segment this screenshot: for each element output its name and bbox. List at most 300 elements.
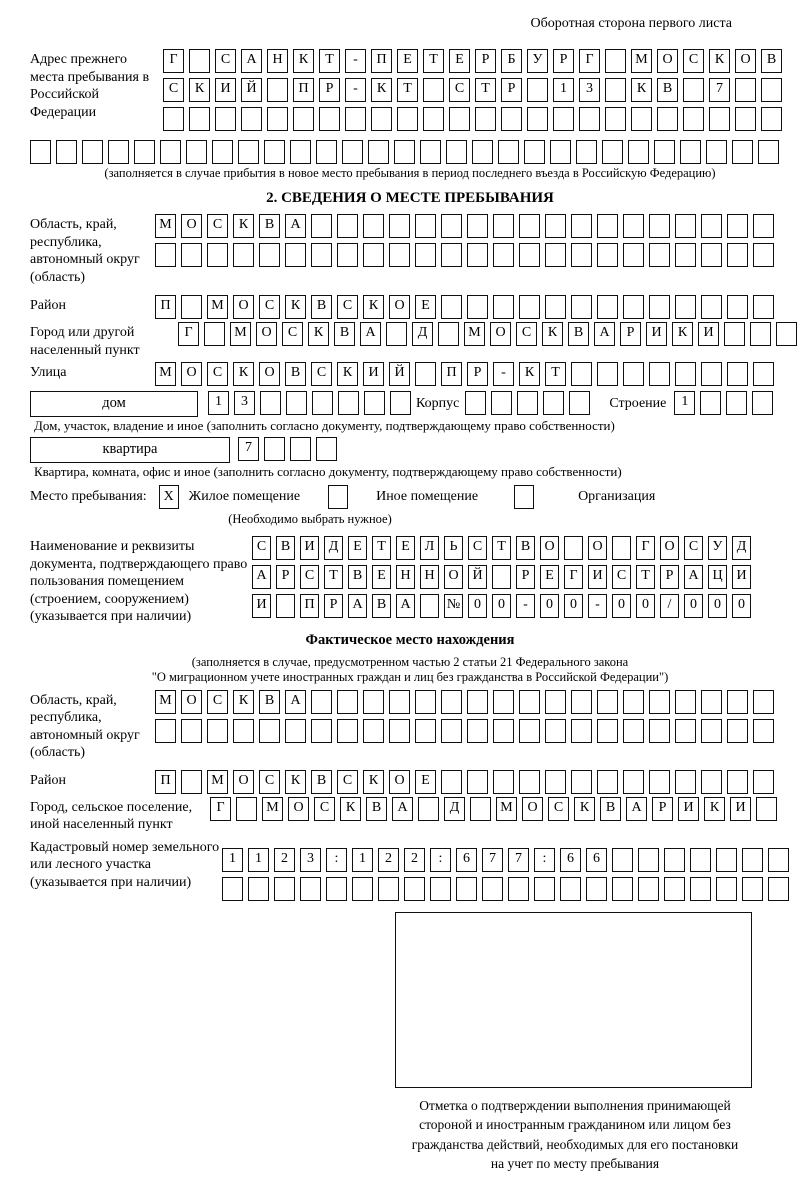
char-box[interactable]: К [308,322,329,346]
char-box[interactable] [675,362,696,386]
char-box[interactable] [623,690,644,714]
char-box[interactable]: Г [178,322,199,346]
char-box[interactable]: Г [564,565,583,589]
document-row-2[interactable] [252,565,756,589]
char-box[interactable]: 7 [508,848,529,872]
char-box[interactable]: С [516,322,537,346]
stroenie-row[interactable] [674,391,778,415]
char-box[interactable] [571,362,592,386]
char-box[interactable]: : [534,848,555,872]
char-box[interactable] [397,107,418,131]
char-box[interactable] [597,295,618,319]
char-box[interactable]: Г [163,49,184,73]
char-box[interactable]: В [311,295,332,319]
char-box[interactable] [571,770,592,794]
char-box[interactable] [415,362,436,386]
char-box[interactable] [248,877,269,901]
char-box[interactable]: К [363,295,384,319]
char-box[interactable] [363,243,384,267]
char-box[interactable] [467,243,488,267]
checkbox-other-premises[interactable] [328,485,348,509]
char-box[interactable]: 6 [560,848,581,872]
char-box[interactable]: Т [636,565,655,589]
char-box[interactable]: К [293,49,314,73]
char-box[interactable] [285,719,306,743]
char-box[interactable]: И [730,797,751,821]
char-box[interactable] [631,107,652,131]
char-box[interactable]: Р [467,362,488,386]
char-box[interactable]: С [612,565,631,589]
actual-city-row[interactable] [210,797,782,821]
char-box[interactable] [222,877,243,901]
char-box[interactable]: Й [468,565,487,589]
char-box[interactable]: Е [396,536,415,560]
char-box[interactable] [742,877,763,901]
char-box[interactable]: В [348,565,367,589]
char-box[interactable] [752,391,773,415]
char-box[interactable]: М [207,770,228,794]
char-box[interactable]: И [215,78,236,102]
char-box[interactable]: Т [372,536,391,560]
char-box[interactable] [597,770,618,794]
char-box[interactable] [386,322,407,346]
char-box[interactable]: Й [389,362,410,386]
char-box[interactable]: О [181,214,202,238]
house-type-box[interactable]: дом [30,391,198,417]
char-box[interactable]: П [155,295,176,319]
char-box[interactable]: А [626,797,647,821]
actual-region-row-2[interactable] [155,719,779,743]
char-box[interactable]: Р [475,49,496,73]
char-box[interactable] [207,719,228,743]
char-box[interactable]: Т [492,536,511,560]
char-box[interactable] [475,107,496,131]
char-box[interactable]: 0 [468,594,487,618]
char-box[interactable] [378,877,399,901]
char-box[interactable]: О [540,536,559,560]
char-box[interactable]: 0 [612,594,631,618]
char-box[interactable] [418,797,439,821]
char-box[interactable]: Е [415,295,436,319]
char-box[interactable]: С [468,536,487,560]
char-box[interactable] [597,690,618,714]
char-box[interactable]: 3 [300,848,321,872]
char-box[interactable]: № [444,594,463,618]
char-box[interactable]: С [311,362,332,386]
char-box[interactable] [430,877,451,901]
char-box[interactable]: И [678,797,699,821]
prev-address-row-4[interactable] [30,140,790,164]
char-box[interactable] [727,719,748,743]
char-box[interactable] [267,78,288,102]
char-box[interactable] [285,243,306,267]
char-box[interactable]: О [181,362,202,386]
char-box[interactable]: Н [396,565,415,589]
char-box[interactable] [233,243,254,267]
char-box[interactable]: С [252,536,271,560]
char-box[interactable] [493,243,514,267]
char-box[interactable] [467,770,488,794]
char-box[interactable] [492,565,511,589]
char-box[interactable] [550,140,571,164]
char-box[interactable]: Г [579,49,600,73]
char-box[interactable] [342,140,363,164]
char-box[interactable] [649,214,670,238]
char-box[interactable]: В [600,797,621,821]
char-box[interactable] [638,877,659,901]
char-box[interactable] [664,877,685,901]
char-box[interactable]: К [519,362,540,386]
char-box[interactable] [311,214,332,238]
char-box[interactable] [470,797,491,821]
region-row-1[interactable] [155,214,779,238]
char-box[interactable] [311,243,332,267]
char-box[interactable]: - [516,594,535,618]
char-box[interactable]: М [155,690,176,714]
char-box[interactable] [181,770,202,794]
char-box[interactable] [534,877,555,901]
prev-address-row-3[interactable] [163,107,787,131]
char-box[interactable] [675,719,696,743]
char-box[interactable] [404,877,425,901]
char-box[interactable]: С [207,214,228,238]
char-box[interactable] [675,214,696,238]
char-box[interactable]: И [588,565,607,589]
char-box[interactable] [753,362,774,386]
char-box[interactable] [472,140,493,164]
char-box[interactable]: А [252,565,271,589]
char-box[interactable] [768,877,789,901]
char-box[interactable] [701,770,722,794]
char-box[interactable]: В [516,536,535,560]
char-box[interactable]: О [735,49,756,73]
char-box[interactable]: Т [423,49,444,73]
char-box[interactable] [726,391,747,415]
char-box[interactable] [690,877,711,901]
char-box[interactable] [675,243,696,267]
char-box[interactable]: П [155,770,176,794]
char-box[interactable]: 3 [579,78,600,102]
char-box[interactable] [423,78,444,102]
char-box[interactable] [623,770,644,794]
char-box[interactable] [352,877,373,901]
char-box[interactable] [612,877,633,901]
char-box[interactable]: С [449,78,470,102]
char-box[interactable] [311,719,332,743]
char-box[interactable]: Т [397,78,418,102]
char-box[interactable]: Ь [444,536,463,560]
char-box[interactable] [612,536,631,560]
char-box[interactable] [649,295,670,319]
char-box[interactable] [553,107,574,131]
char-box[interactable] [155,719,176,743]
char-box[interactable]: К [371,78,392,102]
char-box[interactable] [649,690,670,714]
char-box[interactable] [181,719,202,743]
char-box[interactable]: О [657,49,678,73]
actual-district-row[interactable] [155,770,779,794]
char-box[interactable]: В [372,594,391,618]
char-box[interactable] [753,214,774,238]
char-box[interactable] [690,848,711,872]
char-box[interactable] [701,243,722,267]
char-box[interactable] [753,719,774,743]
char-box[interactable]: С [215,49,236,73]
char-box[interactable]: Р [324,594,343,618]
char-box[interactable]: Т [545,362,566,386]
char-box[interactable]: И [646,322,667,346]
char-box[interactable]: А [285,690,306,714]
char-box[interactable] [189,107,210,131]
char-box[interactable] [493,690,514,714]
char-box[interactable] [727,295,748,319]
char-box[interactable]: И [363,362,384,386]
char-box[interactable] [508,877,529,901]
char-box[interactable]: С [282,322,303,346]
char-box[interactable] [701,719,722,743]
char-box[interactable] [134,140,155,164]
char-box[interactable] [569,391,590,415]
char-box[interactable] [259,719,280,743]
char-box[interactable]: К [233,214,254,238]
char-box[interactable]: 0 [492,594,511,618]
char-box[interactable]: О [233,770,254,794]
char-box[interactable] [498,140,519,164]
char-box[interactable]: О [389,295,410,319]
char-box[interactable] [420,594,439,618]
char-box[interactable] [337,719,358,743]
char-box[interactable] [564,536,583,560]
char-box[interactable] [701,214,722,238]
char-box[interactable] [753,690,774,714]
char-box[interactable]: / [660,594,679,618]
char-box[interactable] [612,848,633,872]
char-box[interactable]: К [285,295,306,319]
char-box[interactable] [638,848,659,872]
char-box[interactable] [683,78,704,102]
region-row-2[interactable] [155,243,779,267]
char-box[interactable] [259,243,280,267]
char-box[interactable]: М [230,322,251,346]
korpus-row[interactable] [465,391,595,415]
char-box[interactable]: Е [397,49,418,73]
char-box[interactable] [316,437,337,461]
char-box[interactable] [605,49,626,73]
char-box[interactable] [276,594,295,618]
char-box[interactable]: А [360,322,381,346]
char-box[interactable]: К [233,362,254,386]
char-box[interactable] [716,877,737,901]
char-box[interactable] [675,295,696,319]
char-box[interactable]: С [207,362,228,386]
char-box[interactable]: А [684,565,703,589]
char-box[interactable]: У [527,49,548,73]
char-box[interactable]: К [233,690,254,714]
char-box[interactable] [706,140,727,164]
char-box[interactable] [467,214,488,238]
char-box[interactable]: Н [420,565,439,589]
char-box[interactable]: Р [516,565,535,589]
district-row[interactable] [155,295,779,319]
char-box[interactable]: Р [501,78,522,102]
char-box[interactable] [701,295,722,319]
char-box[interactable] [727,243,748,267]
char-box[interactable]: К [574,797,595,821]
char-box[interactable]: С [163,78,184,102]
char-box[interactable]: В [366,797,387,821]
char-box[interactable]: И [252,594,271,618]
char-box[interactable]: О [588,536,607,560]
char-box[interactable] [364,391,385,415]
char-box[interactable] [576,140,597,164]
char-box[interactable]: Н [267,49,288,73]
char-box[interactable]: К [704,797,725,821]
char-box[interactable] [438,322,459,346]
apartment-number-row[interactable] [238,437,342,461]
char-box[interactable] [290,140,311,164]
char-box[interactable]: В [761,49,782,73]
char-box[interactable] [337,214,358,238]
char-box[interactable]: 0 [636,594,655,618]
char-box[interactable] [724,322,745,346]
char-box[interactable] [311,690,332,714]
char-box[interactable]: - [345,49,366,73]
char-box[interactable] [701,362,722,386]
char-box[interactable]: 1 [674,391,695,415]
char-box[interactable]: А [396,594,415,618]
char-box[interactable] [649,719,670,743]
char-box[interactable]: Р [660,565,679,589]
char-box[interactable] [274,877,295,901]
char-box[interactable]: О [181,690,202,714]
char-box[interactable] [493,295,514,319]
char-box[interactable] [623,362,644,386]
char-box[interactable] [363,719,384,743]
char-box[interactable] [571,243,592,267]
char-box[interactable]: - [493,362,514,386]
char-box[interactable] [467,295,488,319]
char-box[interactable] [441,243,462,267]
char-box[interactable] [701,690,722,714]
char-box[interactable]: 7 [238,437,259,461]
char-box[interactable] [160,140,181,164]
char-box[interactable]: Б [501,49,522,73]
char-box[interactable]: У [708,536,727,560]
char-box[interactable]: 0 [564,594,583,618]
prev-address-row-2[interactable] [163,78,787,102]
char-box[interactable]: Р [620,322,641,346]
char-box[interactable]: В [259,214,280,238]
char-box[interactable] [545,690,566,714]
char-box[interactable]: О [233,295,254,319]
char-box[interactable]: В [657,78,678,102]
char-box[interactable] [649,243,670,267]
char-box[interactable] [597,719,618,743]
char-box[interactable]: 0 [732,594,751,618]
char-box[interactable]: О [490,322,511,346]
char-box[interactable]: Р [276,565,295,589]
char-box[interactable] [519,690,540,714]
char-box[interactable]: К [189,78,210,102]
char-box[interactable] [545,214,566,238]
char-box[interactable]: К [340,797,361,821]
char-box[interactable]: Е [449,49,470,73]
char-box[interactable] [519,295,540,319]
char-box[interactable] [519,243,540,267]
char-box[interactable] [579,107,600,131]
char-box[interactable] [560,877,581,901]
char-box[interactable]: И [300,536,319,560]
char-box[interactable] [30,140,51,164]
char-box[interactable] [519,719,540,743]
char-box[interactable] [700,391,721,415]
char-box[interactable] [415,243,436,267]
char-box[interactable] [108,140,129,164]
char-box[interactable] [181,243,202,267]
char-box[interactable]: Т [324,565,343,589]
char-box[interactable]: С [259,295,280,319]
char-box[interactable]: О [522,797,543,821]
char-box[interactable]: И [732,565,751,589]
char-box[interactable] [204,322,225,346]
char-box[interactable]: Д [444,797,465,821]
char-box[interactable]: 1 [208,391,229,415]
actual-region-row-1[interactable] [155,690,779,714]
char-box[interactable] [467,690,488,714]
char-box[interactable] [420,140,441,164]
checkbox-organization[interactable] [514,485,534,509]
char-box[interactable] [742,848,763,872]
char-box[interactable]: 3 [234,391,255,415]
char-box[interactable]: Р [652,797,673,821]
char-box[interactable]: О [389,770,410,794]
house-number-row[interactable] [208,391,416,415]
char-box[interactable] [207,243,228,267]
char-box[interactable]: М [464,322,485,346]
char-box[interactable] [571,719,592,743]
char-box[interactable] [776,322,797,346]
char-box[interactable]: О [660,536,679,560]
char-box[interactable]: Т [319,49,340,73]
char-box[interactable]: О [444,565,463,589]
char-box[interactable]: Е [348,536,367,560]
char-box[interactable]: 1 [553,78,574,102]
char-box[interactable]: С [314,797,335,821]
char-box[interactable] [605,107,626,131]
char-box[interactable]: С [337,770,358,794]
char-box[interactable] [441,770,462,794]
char-box[interactable]: В [311,770,332,794]
char-box[interactable] [517,391,538,415]
char-box[interactable]: С [548,797,569,821]
char-box[interactable] [675,690,696,714]
char-box[interactable]: 0 [540,594,559,618]
char-box[interactable]: О [259,362,280,386]
char-box[interactable]: Г [210,797,231,821]
char-box[interactable] [163,107,184,131]
document-row-1[interactable] [252,536,756,560]
char-box[interactable] [389,719,410,743]
char-box[interactable] [238,140,259,164]
char-box[interactable]: Е [540,565,559,589]
char-box[interactable] [545,243,566,267]
char-box[interactable] [519,214,540,238]
char-box[interactable]: А [241,49,262,73]
char-box[interactable]: Р [319,78,340,102]
char-box[interactable]: А [285,214,306,238]
char-box[interactable] [337,690,358,714]
char-box[interactable]: 7 [482,848,503,872]
